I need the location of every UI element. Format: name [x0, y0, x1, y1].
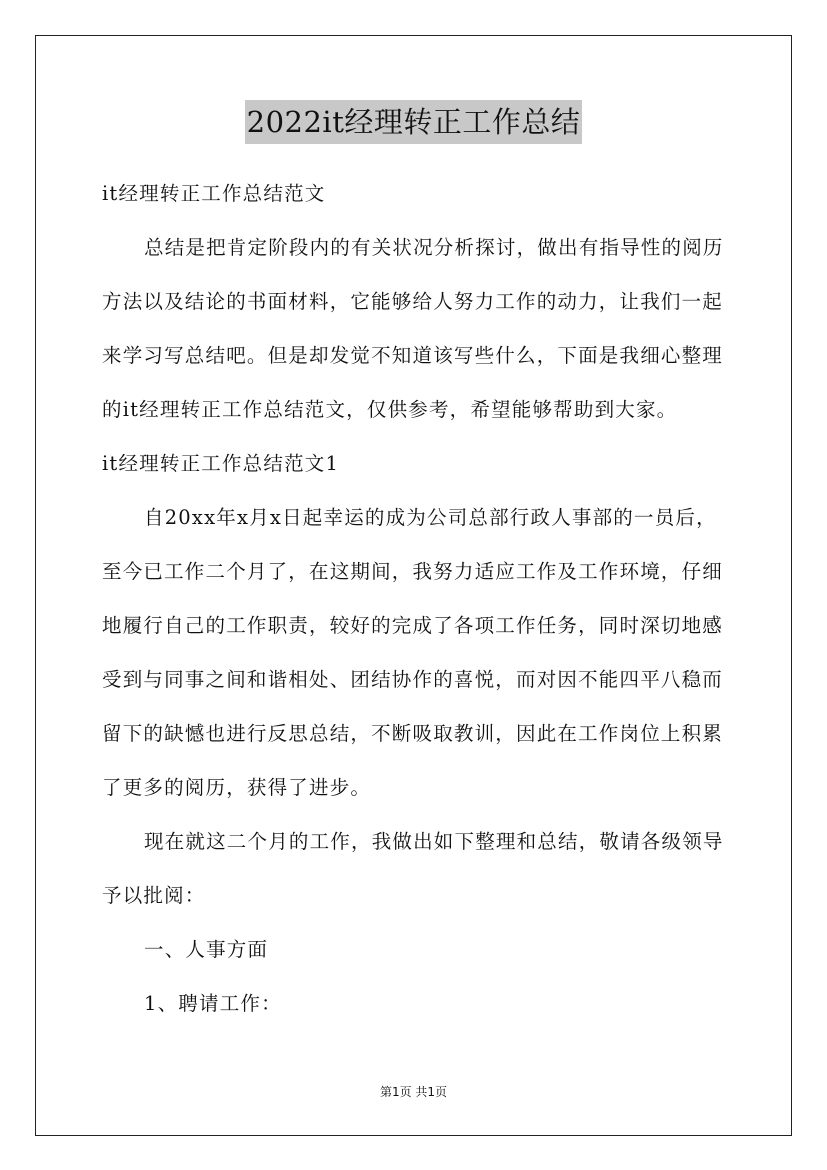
- paragraph-line: 地履行自己的工作职责，较好的完成了各项工作任务，同时深切地感: [102, 614, 724, 637]
- paragraph-line: 现在就这二个月的工作，我做出如下整理和总结，敬请各级领导: [144, 830, 724, 853]
- title-wrap: [0, 100, 827, 144]
- paragraph-line: 予以批阅：: [102, 884, 206, 907]
- document-title: 2022it经理转正工作总结: [245, 100, 583, 144]
- paragraph-line: 留下的缺憾也进行反思总结，不断吸取教训，因此在工作岗位上积累: [102, 722, 724, 745]
- paragraph-line: 的it经理转正工作总结范文，仅供参考，希望能够帮助到大家。: [102, 398, 678, 421]
- section-heading: it经理转正工作总结范文1: [102, 452, 340, 475]
- subsection-heading: 1、聘请工作：: [144, 992, 282, 1015]
- paragraph-line: 来学习写总结吧。但是却发觉不知道该写些什么，下面是我细心整理: [102, 344, 724, 367]
- section-heading: 一、人事方面: [144, 938, 269, 961]
- paragraph-line: 至今已工作二个月了，在这期间，我努力适应工作及工作环境，仔细: [102, 560, 724, 583]
- page-footer: 第1页 共1页: [379, 1085, 448, 1099]
- paragraph-line: 了更多的阅历，获得了进步。: [102, 776, 372, 799]
- paragraph-line: 自20xx年x月x日起幸运的成为公司总部行政人事部的一员后，: [144, 506, 717, 529]
- subtitle-line: it经理转正工作总结范文: [102, 182, 326, 205]
- paragraph-line: 方法以及结论的书面材料，它能够给人努力工作的动力，让我们一起: [102, 290, 724, 313]
- paragraph-line: 受到与同事之间和谐相处、团结协作的喜悦，而对因不能四平八稳而: [102, 668, 724, 691]
- paragraph-line: 总结是把肯定阶段内的有关状况分析探讨，做出有指导性的阅历: [144, 236, 724, 259]
